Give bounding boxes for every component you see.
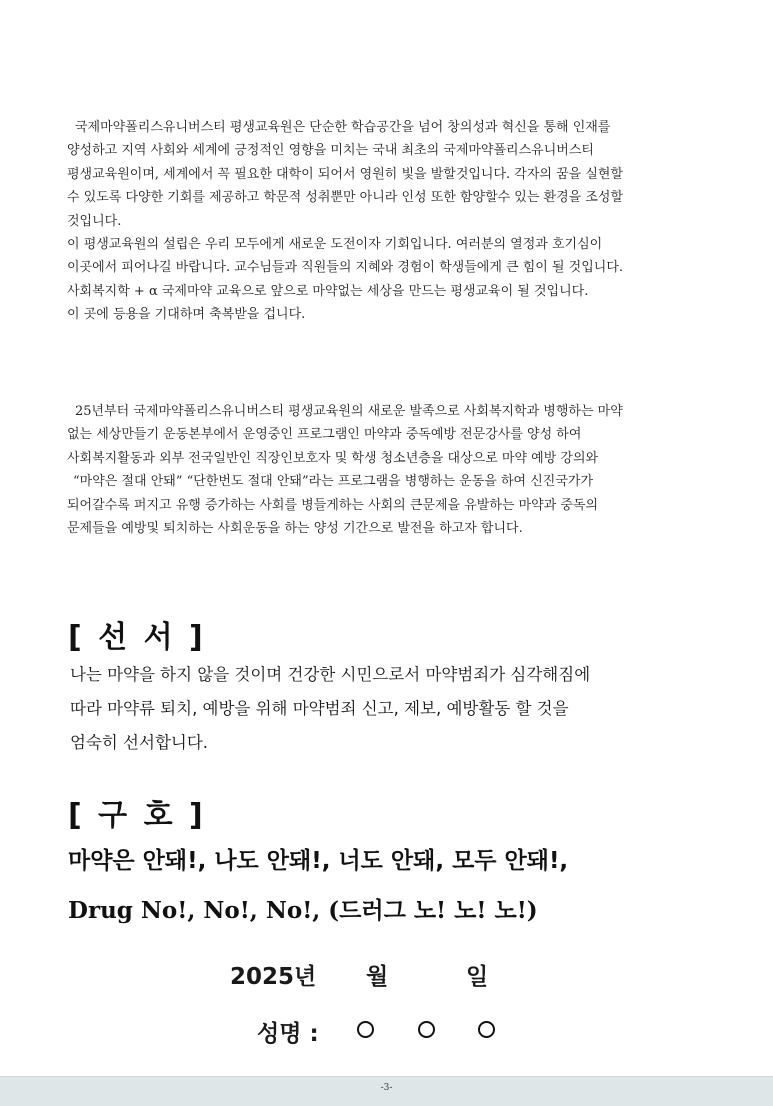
intro-line: 이 평생교육원의 설립은 우리 모두에게 새로운 도전이자 기회입니다. 여러분의 열정과 호기심이 [67,237,603,253]
slogan-line-english: Drug No!, No!, No!, (드러그 노! 노! 노!) [68,897,538,924]
intro-line: 이 곳에 등용을 기대하며 축복받을 겁니다. [67,307,306,323]
intro-line: 것입니다. [67,213,122,229]
date-row [0,958,773,998]
program-line: 없는 세상만들기 운동본부에서 운영중인 프로그램인 마약과 중독예방 전문강사를 양성 하여 [67,427,582,443]
signature-label: 성명 : [257,1021,319,1047]
pledge-line: 나는 마약을 하지 않을 것이며 건강한 시민으로서 마약범죄가 심각해짐에 [70,665,591,684]
pledge-line: 따라 마약류 퇴치, 예방을 위해 마약범죄 신고, 제보, 예방활동 할 것을 [70,699,569,718]
date-month: 월 [366,964,389,990]
intro-line: 평생교육원이며, 세계에서 꼭 필요한 대학이 되어서 영원히 빛을 발할것입니다. 각자의 꿈을 실현할 [67,166,624,182]
name-placeholder-circle-icon [418,1021,435,1038]
intro-line: 양성하고 지역 사회와 세계에 긍정적인 영향을 미치는 국내 최초의 국제마약폴리스유니버스티 [67,143,594,159]
pledge-title: [ 선 서 ] [68,620,206,655]
program-line: 사회복지활동과 외부 전국일반인 직장인보호자 및 학생 청소년층을 대상으로 마약 예방 강의와 [67,450,599,466]
date-year: 2025년 [230,964,317,990]
program-line: 되어갈수록 퍼지고 유행 증가하는 사회를 병들게하는 사회의 큰문제을 유발하는 마약과 중독의 [67,497,599,513]
program-line: “마약은 절대 안돼” “단한번도 절대 안돼”라는 프로그램을 병행하는 운동을 하여 신진국가가 [73,474,593,490]
pledge-line: 엄숙히 선서합니다. [70,733,209,752]
intro-line: 이곳에서 피어나길 바랍니다. 교수님들과 직원들의 지혜와 경험이 학생들에게 큰 힘이 될 것입니다. [67,260,624,276]
date-day: 일 [466,964,489,990]
program-paragraph [67,400,719,540]
slogan-line-korean: 마약은 안돼!, 나도 안돼!, 너도 안돼, 모두 안돼!, [68,848,569,874]
program-line: 25년부터 국제마약폴리스유니버스티 평생교육원의 새로운 발족으로 사회복지학과 병행하는 마약 [75,404,623,419]
program-line: 문제들을 예방및 퇴치하는 사회운동을 하는 양성 기간으로 발전을 하고자 합니다. [67,521,523,537]
name-placeholder-circle-icon [478,1021,495,1038]
intro-line: 국제마약폴리스유니버스티 평생교육원은 단순한 학습공간을 넘어 창의성과 혁신을 통해 인재를 [75,120,611,135]
intro-line: 수 있도록 다양한 기회를 제공하고 학문적 성취뿐만 아니라 인성 또한 함양할수 있는 환경을 조성할 [67,190,624,206]
slogan-title: [ 구 호 ] [68,798,206,833]
name-placeholder-circle-icon [357,1021,374,1038]
intro-line: 사회복지학 + α 국제마약 교육으로 앞으로 마약없는 세상을 만드는 평생교육이 될 것입니다. [67,283,589,299]
signature-row [0,1015,773,1055]
pledge-text [70,658,710,760]
intro-paragraph [67,116,719,327]
page-number: -3- [380,1083,393,1093]
